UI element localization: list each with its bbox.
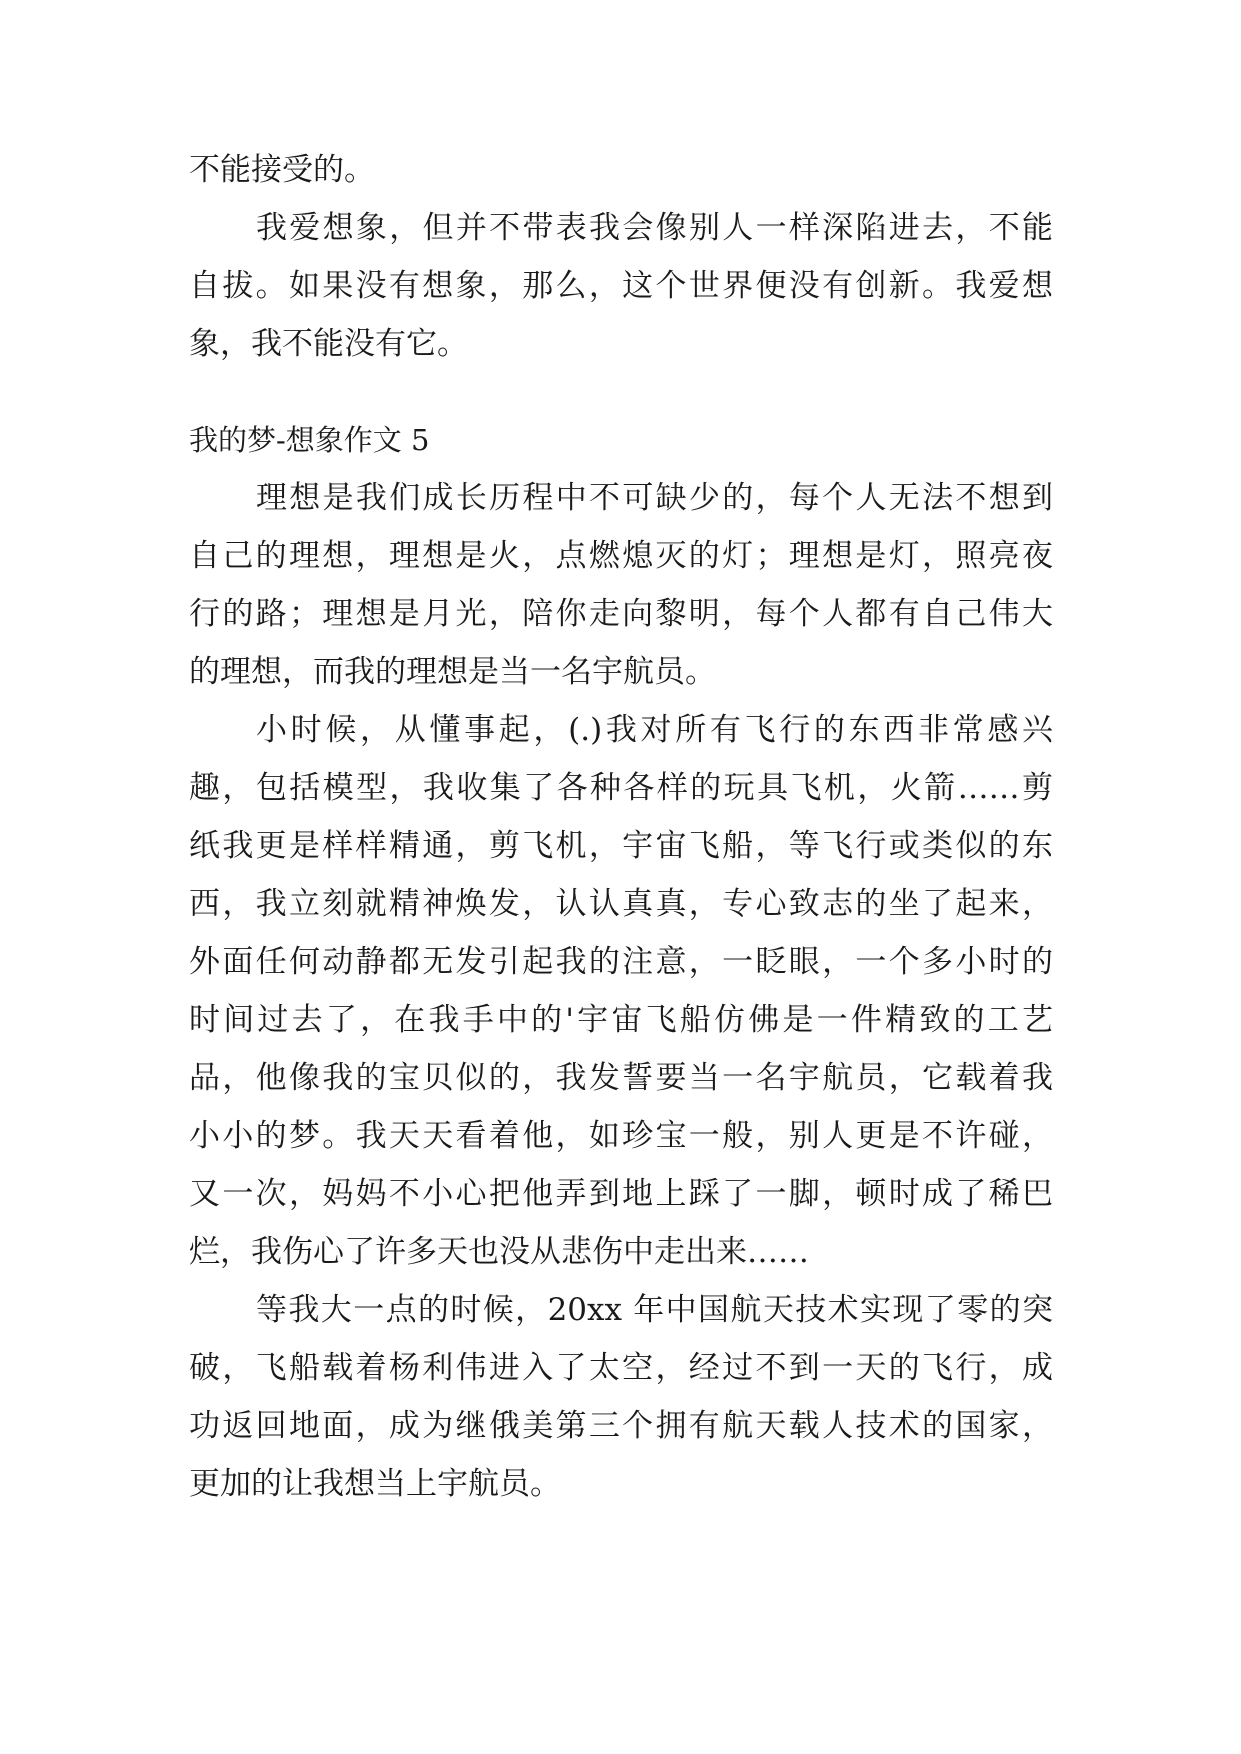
text-line: 象，我不能没有它。 <box>189 326 468 362</box>
text-line: 破，飞船载着杨利伟进入了太空，经过不到一天的飞行，成 <box>189 1350 1053 1386</box>
text-line: 又一次，妈妈不小心把他弄到地上踩了一脚，顿时成了稀巴 <box>189 1176 1053 1212</box>
text-line: 品，他像我的宝贝似的，我发誓要当一名宇航员，它载着我 <box>189 1060 1053 1096</box>
text-line: 小时候，从懂事起，(.)我对所有飞行的东西非常感兴 <box>256 712 1053 748</box>
text-line: 等我大一点的时候，20xx 年中国航天技术实现了零的突 <box>256 1292 1053 1328</box>
section-heading: 我的梦-想象作文 5 <box>189 423 430 457</box>
text-line: 理想是我们成长历程中不可缺少的，每个人无法不想到 <box>256 480 1053 516</box>
text-line: 烂，我伤心了许多天也没从悲伤中走出来…… <box>189 1234 809 1270</box>
text-line: 纸我更是样样精通，剪飞机，宇宙飞船，等飞行或类似的东 <box>189 828 1053 864</box>
text-line: 时间过去了，在我手中的'宇宙飞船仿佛是一件精致的工艺 <box>189 1002 1053 1038</box>
text-line: 西，我立刻就精神焕发，认认真真，专心致志的坐了起来， <box>189 886 1053 922</box>
text-line: 行的路；理想是月光，陪你走向黎明，每个人都有自己伟大 <box>189 596 1053 632</box>
text-line: 的理想，而我的理想是当一名宇航员。 <box>189 654 716 690</box>
text-line: 趣，包括模型，我收集了各种各样的玩具飞机，火箭……剪 <box>189 770 1053 806</box>
text-line: 自拔。如果没有想象，那么，这个世界便没有创新。我爱想 <box>189 268 1053 304</box>
text-line: 外面任何动静都无发引起我的注意，一眨眼，一个多小时的 <box>189 944 1053 980</box>
text-line: 功返回地面，成为继俄美第三个拥有航天载人技术的国家， <box>189 1408 1053 1444</box>
text-line: 不能接受的。 <box>189 152 375 188</box>
text-line: 更加的让我想当上宇航员。 <box>189 1466 561 1502</box>
text-line: 小小的梦。我天天看着他，如珍宝一般，别人更是不许碰， <box>189 1118 1053 1154</box>
text-line: 自己的理想，理想是火，点燃熄灭的灯；理想是灯，照亮夜 <box>189 538 1053 574</box>
text-line: 我爱想象，但并不带表我会像别人一样深陷进去，不能 <box>256 210 1053 246</box>
